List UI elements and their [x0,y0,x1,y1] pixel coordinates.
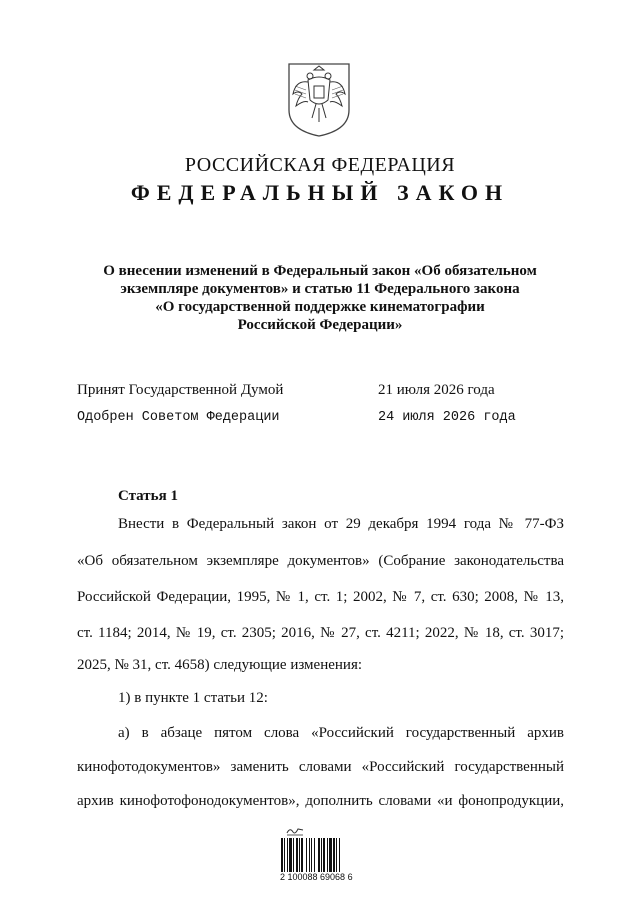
article-text-line: 2025, № 31, ст. 4658) следующие изменения: [77,657,363,673]
council-approval-date: 24 июля 2026 года [378,410,516,425]
article-text-line: Российской Федерации, 1995, № 1, ст. 1; 2002, № 7, ст. 630; 2008, № 13, [77,589,564,605]
document-type: ФЕДЕРАЛЬНЫЙ ЗАКОН [130,180,510,205]
country-name: РОССИЙСКАЯ ФЕДЕРАЦИЯ [184,154,456,176]
article-text-line: «Об обязательном экземпляре документов» (Собрание законодательства [77,553,564,569]
council-approval-label: Одобрен Советом Федерации [77,410,280,425]
article-heading: Статья 1 [118,488,178,504]
article-text-line: Внести в Федеральный закон от 29 декабря 1994 года № 77-ФЗ [118,516,564,532]
duma-approval-date: 21 июля 2026 года [378,382,495,398]
article-text-line: кинофотодокументов» заменить словами «Российский государственный [77,759,564,775]
article-text-line: а) в абзаце пятом слова «Российский государственный архив [118,725,564,741]
barcode-number: 2 100088 69068 6 [280,872,353,882]
signature-mark-icon [286,826,304,836]
law-title-line: экземпляре документов» и статью 11 Федерального закона [120,281,520,297]
document-footer [280,826,370,882]
law-title-line: «О государственной поддержке кинематографии [155,299,485,315]
article-text-line: ст. 1184; 2014, № 19, ст. 2305; 2016, № 27, ст. 4211; 2022, № 18, ст. 3017; [77,625,564,641]
coat-of-arms-emblem-icon [286,60,352,138]
article-text-line: 1) в пункте 1 статьи 12: [118,690,268,706]
barcode-icon [280,838,362,872]
duma-approval-label: Принят Государственной Думой [77,382,284,398]
law-title [0,262,640,334]
law-title-line: Российской Федерации» [237,317,403,333]
article-text-line: архив кинофотофонодокументов», дополнить словами «и фонопродукции, [77,793,564,809]
law-title-line: О внесении изменений в Федеральный закон «Об обязательном [103,263,537,279]
